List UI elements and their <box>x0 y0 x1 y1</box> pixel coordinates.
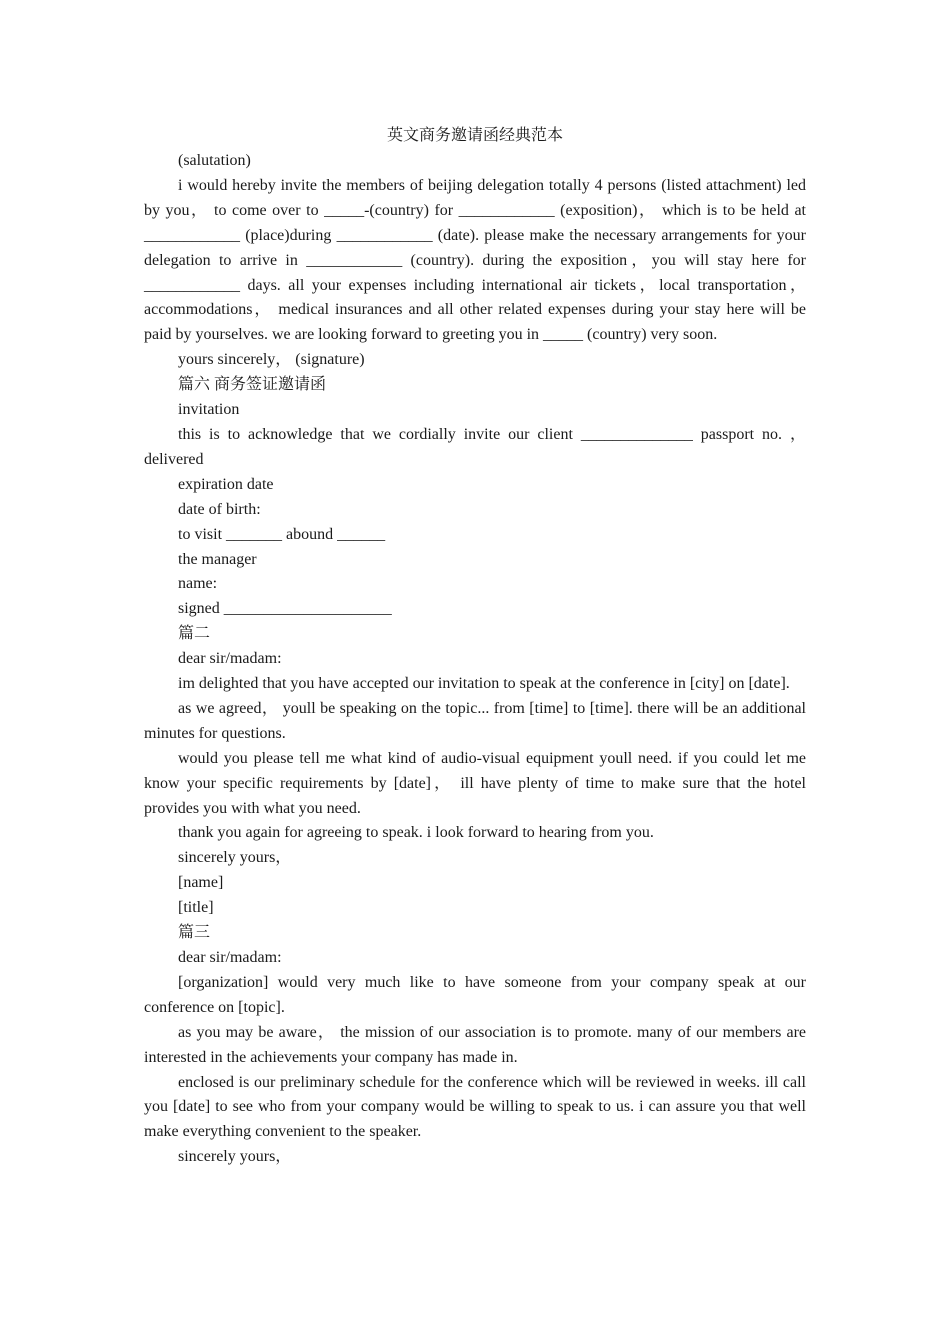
expiration-date-line: expiration date <box>178 475 274 493</box>
name-line: name: <box>178 575 218 593</box>
name-placeholder-line: [name] <box>178 874 224 892</box>
title-placeholder-line: [title] <box>178 899 214 917</box>
closing-line: sincerely yours， <box>178 1148 292 1166</box>
signed-line: signed _____________________ <box>178 600 392 618</box>
date-of-birth-line: date of birth: <box>178 500 261 518</box>
body-paragraph: [organization] would very much like to have someone from your company speak at our conference on [topic]. <box>144 973 806 1016</box>
body-paragraph: as you may be aware， the mission of our association is to promote. many of our members are interested in the achievements your company has made in. <box>144 1023 806 1066</box>
visit-line: to visit _______ abound ______ <box>178 525 386 543</box>
greeting-line: dear sir/madam: <box>178 949 282 966</box>
invitation-heading: invitation <box>178 401 240 419</box>
invitation-paragraph: i would hereby invite the members of beijing delegation totally 4 persons (listed attachment) led by you， to come over to _____-(country) for ____________ (exposition)， which is to be held at ____________ (place)during ____________ (date). please make the necessary arrangements for your delegation to arrive in ____________ (country). during the exposition，you will stay here for ____________ days. all your expenses including international air tickets，local transportation， accommodations， medical insurances and all other related expenses during your stay here will be paid by yourselves. we are looking forward to greeting you in _____ (country) very soon. <box>144 176 806 344</box>
closing-signature-line: yours sincerely， (signature) <box>178 351 365 369</box>
document-body <box>144 123 806 1170</box>
manager-line: the manager <box>178 550 257 568</box>
body-paragraph: enclosed is our preliminary schedule for the conference which will be reviewed in weeks. ill call you [date] to see who from your company would be willing to speak to us. i can assure you that well make everything convenient to the speaker. <box>144 1073 806 1141</box>
acknowledge-paragraph: this is to acknowledge that we cordially invite our client ______________ passport no. ， delivered <box>144 425 806 468</box>
body-paragraph: would you please tell me what kind of audio-visual equipment youll need. if you could let me know your specific requirements by [date]， ill have plenty of time to make sure that the hotel provides you with what you need. <box>144 749 806 817</box>
closing-line: sincerely yours， <box>178 849 292 867</box>
section-heading: 篇六 商务签证邀请函 <box>178 376 327 394</box>
section-heading: 篇二 <box>178 625 211 643</box>
document-title: 英文商务邀请函经典范本 <box>386 127 563 144</box>
body-paragraph: as we agreed， youll be speaking on the topic... from [time] to [time]. there will be an additional minutes for questions. <box>144 699 806 742</box>
thanks-line: thank you again for agreeing to speak. i look forward to hearing from you. <box>178 824 654 842</box>
greeting-line: dear sir/madam: <box>178 650 282 668</box>
salutation-line: (salutation) <box>178 152 251 169</box>
section-heading: 篇三 <box>178 924 211 942</box>
body-paragraph: im delighted that you have accepted our invitation to speak at the conference in [city] on [date]. <box>178 675 790 693</box>
